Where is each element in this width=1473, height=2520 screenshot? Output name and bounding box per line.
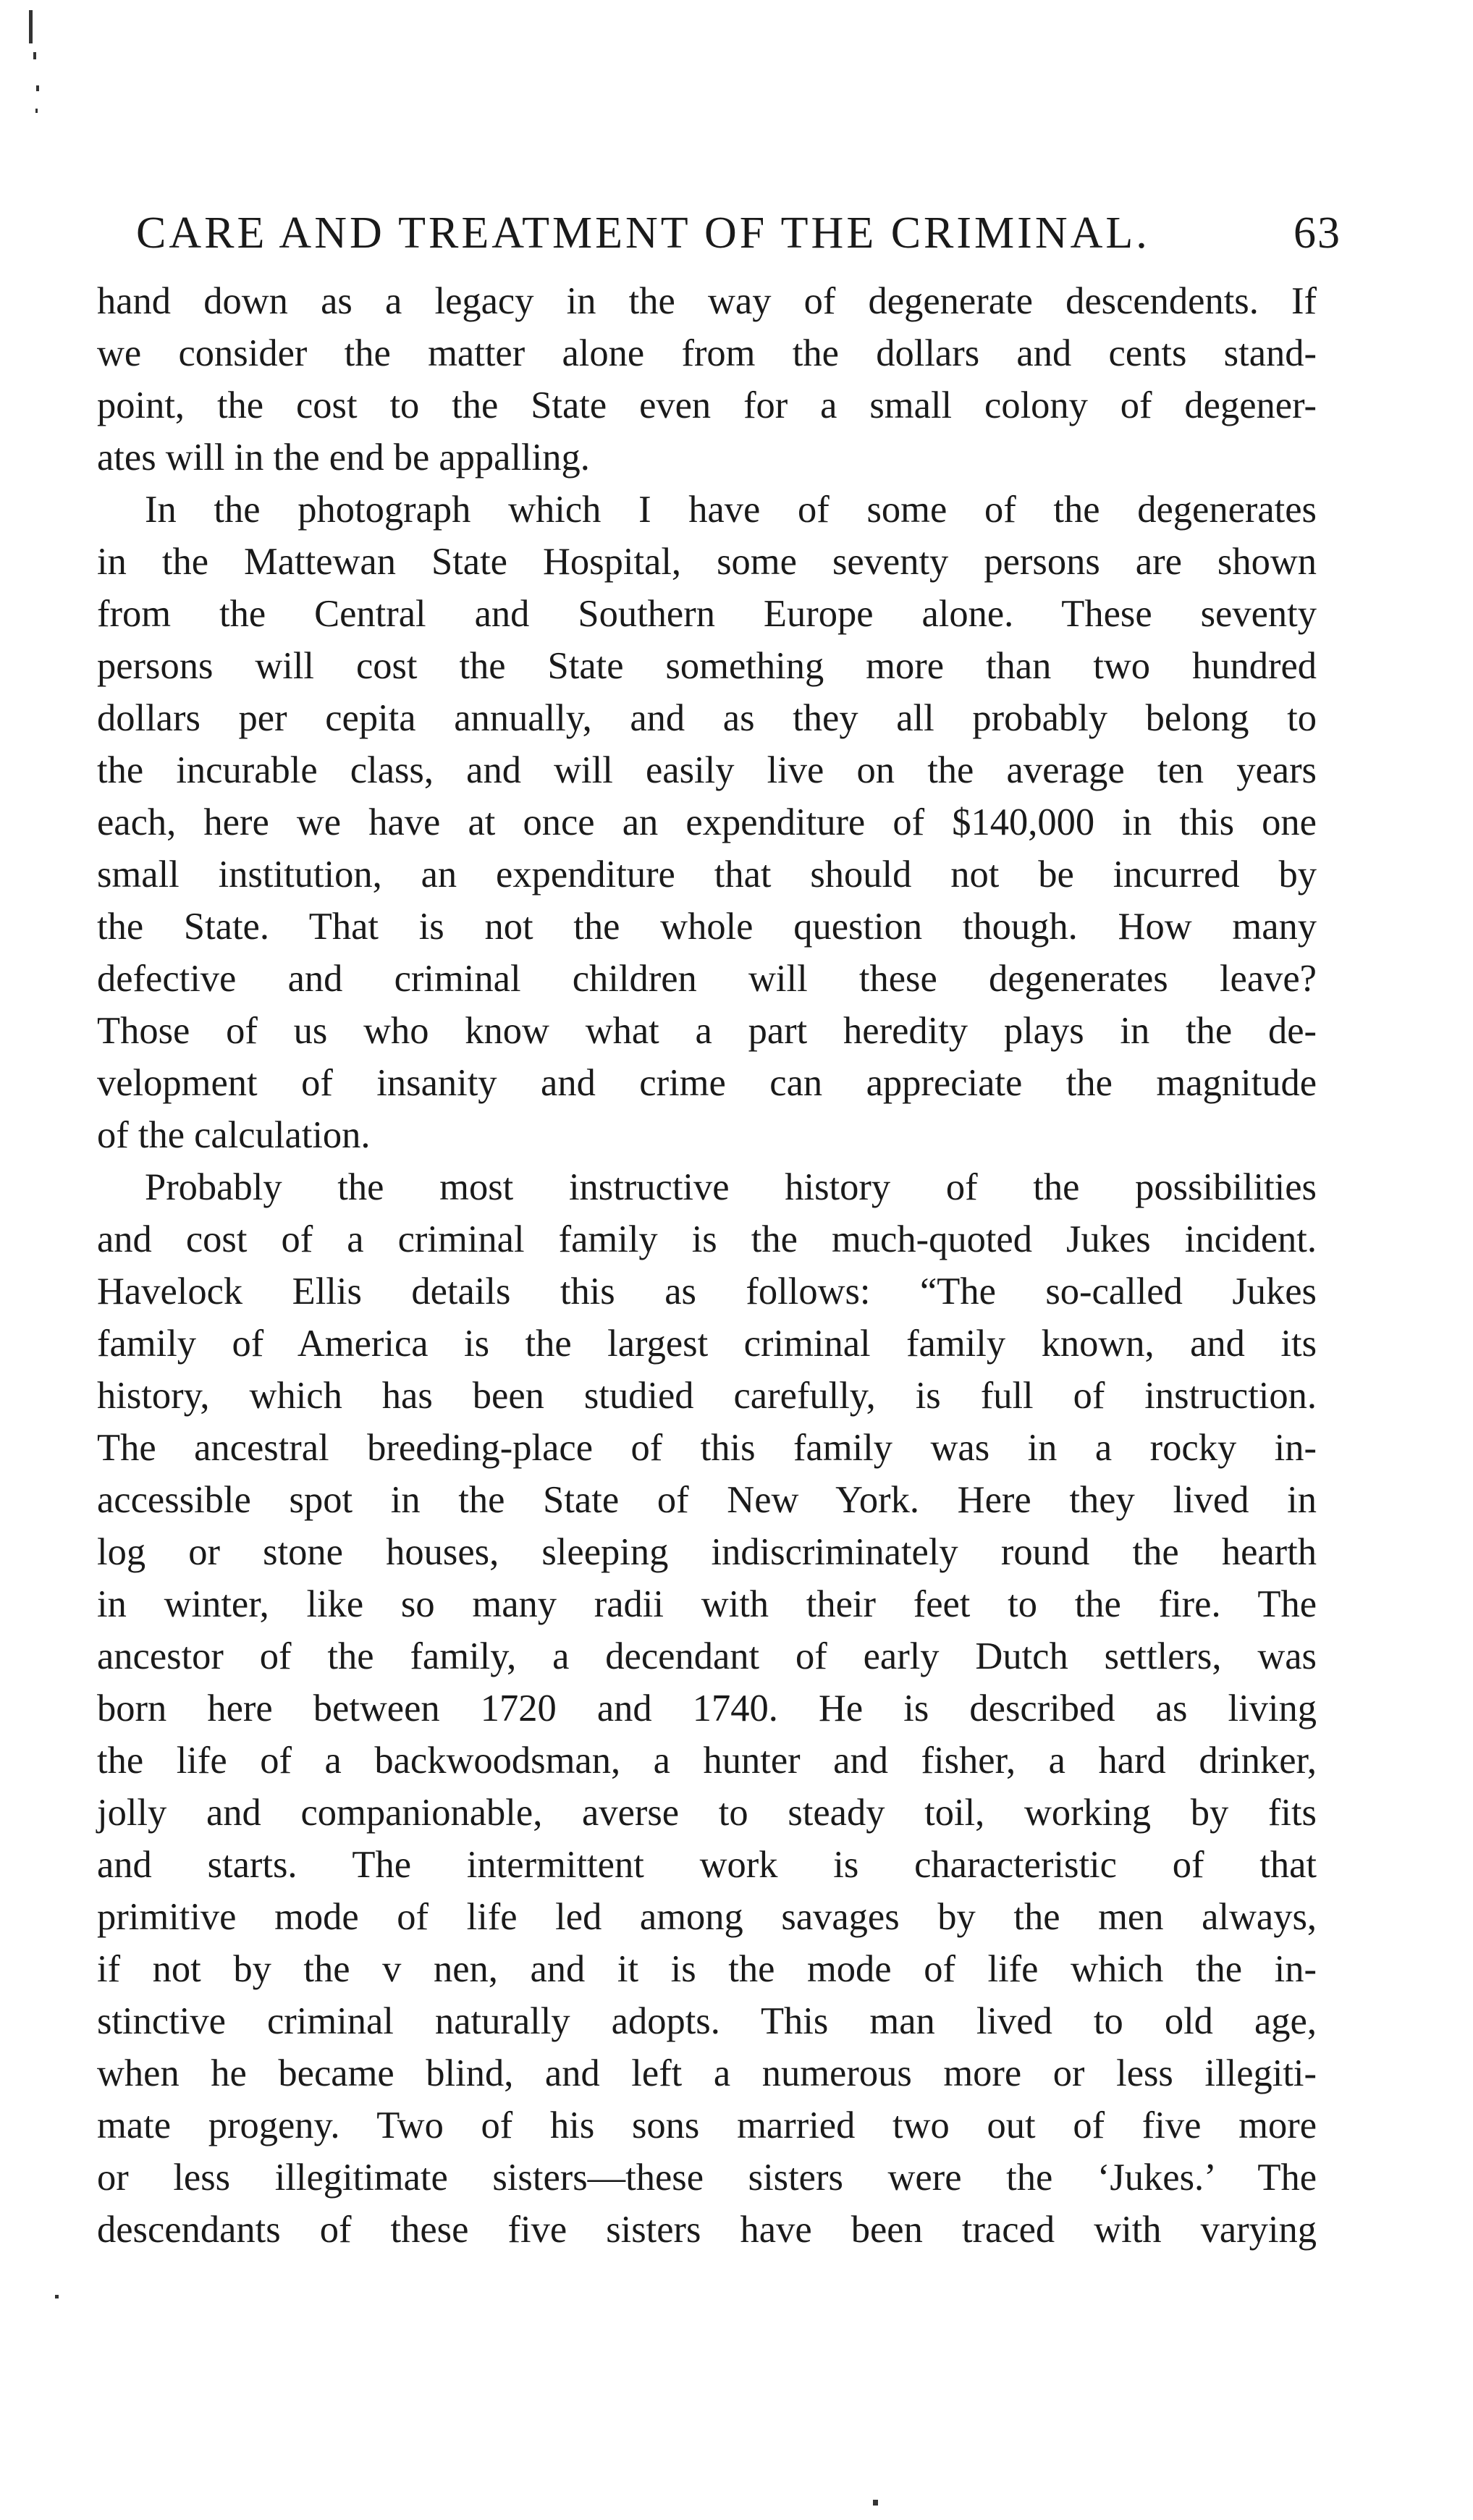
text-line: The ancestral breeding-place of this family was in a rocky in-: [97, 1427, 1317, 1469]
text-line: in winter, like so many radii with their feet to the fire. The: [97, 1583, 1317, 1625]
text-line: ancestor of the family, a decendant of early Dutch settlers, was: [97, 1635, 1317, 1677]
text-line: if not by the v nen, and it is the mode of life which the in-: [97, 1948, 1317, 1990]
text-line: born here between 1720 and 1740. He is described as living: [97, 1687, 1317, 1729]
text-line: dollars per cepita annually, and as they all probably belong to: [97, 697, 1317, 739]
text-line: we consider the matter alone from the dollars and cents stand-: [97, 332, 1317, 374]
body-text: [97, 275, 1317, 2256]
text-line: the State. That is not the whole question though. How many: [97, 906, 1317, 948]
text-line: family of America is the largest criminal family known, and its: [97, 1323, 1317, 1365]
scan-speck: [29, 10, 33, 43]
text-line: and cost of a criminal family is the much-quoted Jukes incident.: [97, 1218, 1317, 1260]
scan-speck: [35, 109, 38, 113]
scan-speck: [873, 2500, 878, 2506]
text-line: Havelock Ellis details this as follows: “The so-called Jukes: [97, 1270, 1317, 1312]
text-line: ates will in the end be appalling.: [97, 437, 590, 479]
page-number: 63: [1293, 208, 1341, 258]
scan-speck: [36, 85, 39, 91]
text-line: primitive mode of life led among savages by the men always,: [97, 1896, 1317, 1938]
text-line: when he became blind, and left a numerous more or less illegiti-: [97, 2052, 1317, 2094]
text-line: Those of us who know what a part heredity plays in the de-: [97, 1010, 1317, 1052]
text-line: jolly and companionable, averse to steady toil, working by fits: [97, 1792, 1317, 1834]
text-line: point, the cost to the State even for a small colony of degener-: [97, 384, 1317, 426]
text-line: of the calculation.: [97, 1114, 371, 1156]
text-line: the incurable class, and will easily live on the average ten years: [97, 749, 1317, 791]
text-line: in the Mattewan State Hospital, some seventy persons are shown: [97, 541, 1317, 583]
text-line: velopment of insanity and crime can appreciate the magnitude: [97, 1062, 1317, 1104]
text-line: hand down as a legacy in the way of degenerate descendents. If: [97, 280, 1317, 322]
text-line: accessible spot in the State of New York. Here they lived in: [97, 1479, 1317, 1521]
text-line: defective and criminal children will these degenerates leave?: [97, 958, 1317, 1000]
text-line: and starts. The intermittent work is characteristic of that: [97, 1844, 1317, 1886]
text-line: history, which has been studied carefully, is full of instruction.: [97, 1375, 1317, 1417]
text-line: stinctive criminal naturally adopts. This man lived to old age,: [97, 2000, 1317, 2042]
scan-speck: [55, 2295, 59, 2298]
text-line: or less illegitimate sisters—these sisters were the ‘Jukes.’ The: [97, 2157, 1317, 2199]
text-line: log or stone houses, sleeping indiscriminately round the hearth: [97, 1531, 1317, 1573]
text-line: mate progeny. Two of his sons married two out of five more: [97, 2104, 1317, 2146]
text-line: persons will cost the State something more than two hundred: [97, 645, 1317, 687]
scan-speck: [33, 52, 36, 59]
text-line: small institution, an expenditure that should not be incurred by: [97, 854, 1317, 896]
running-head-title: CARE AND TREATMENT OF THE CRIMINAL.: [136, 208, 1150, 258]
text-line: each, here we have at once an expenditure of $140,000 in this one: [97, 801, 1317, 843]
text-line: In the photograph which I have of some of the degenerates: [145, 489, 1317, 531]
text-line: from the Central and Southern Europe alone. These seventy: [97, 593, 1317, 635]
text-line: the life of a backwoodsman, a hunter and fisher, a hard drinker,: [97, 1740, 1317, 1782]
text-line: Probably the most instructive history of the possibilities: [145, 1166, 1317, 1208]
text-line: descendants of these five sisters have been traced with varying: [97, 2209, 1317, 2251]
running-header: [136, 197, 1341, 269]
